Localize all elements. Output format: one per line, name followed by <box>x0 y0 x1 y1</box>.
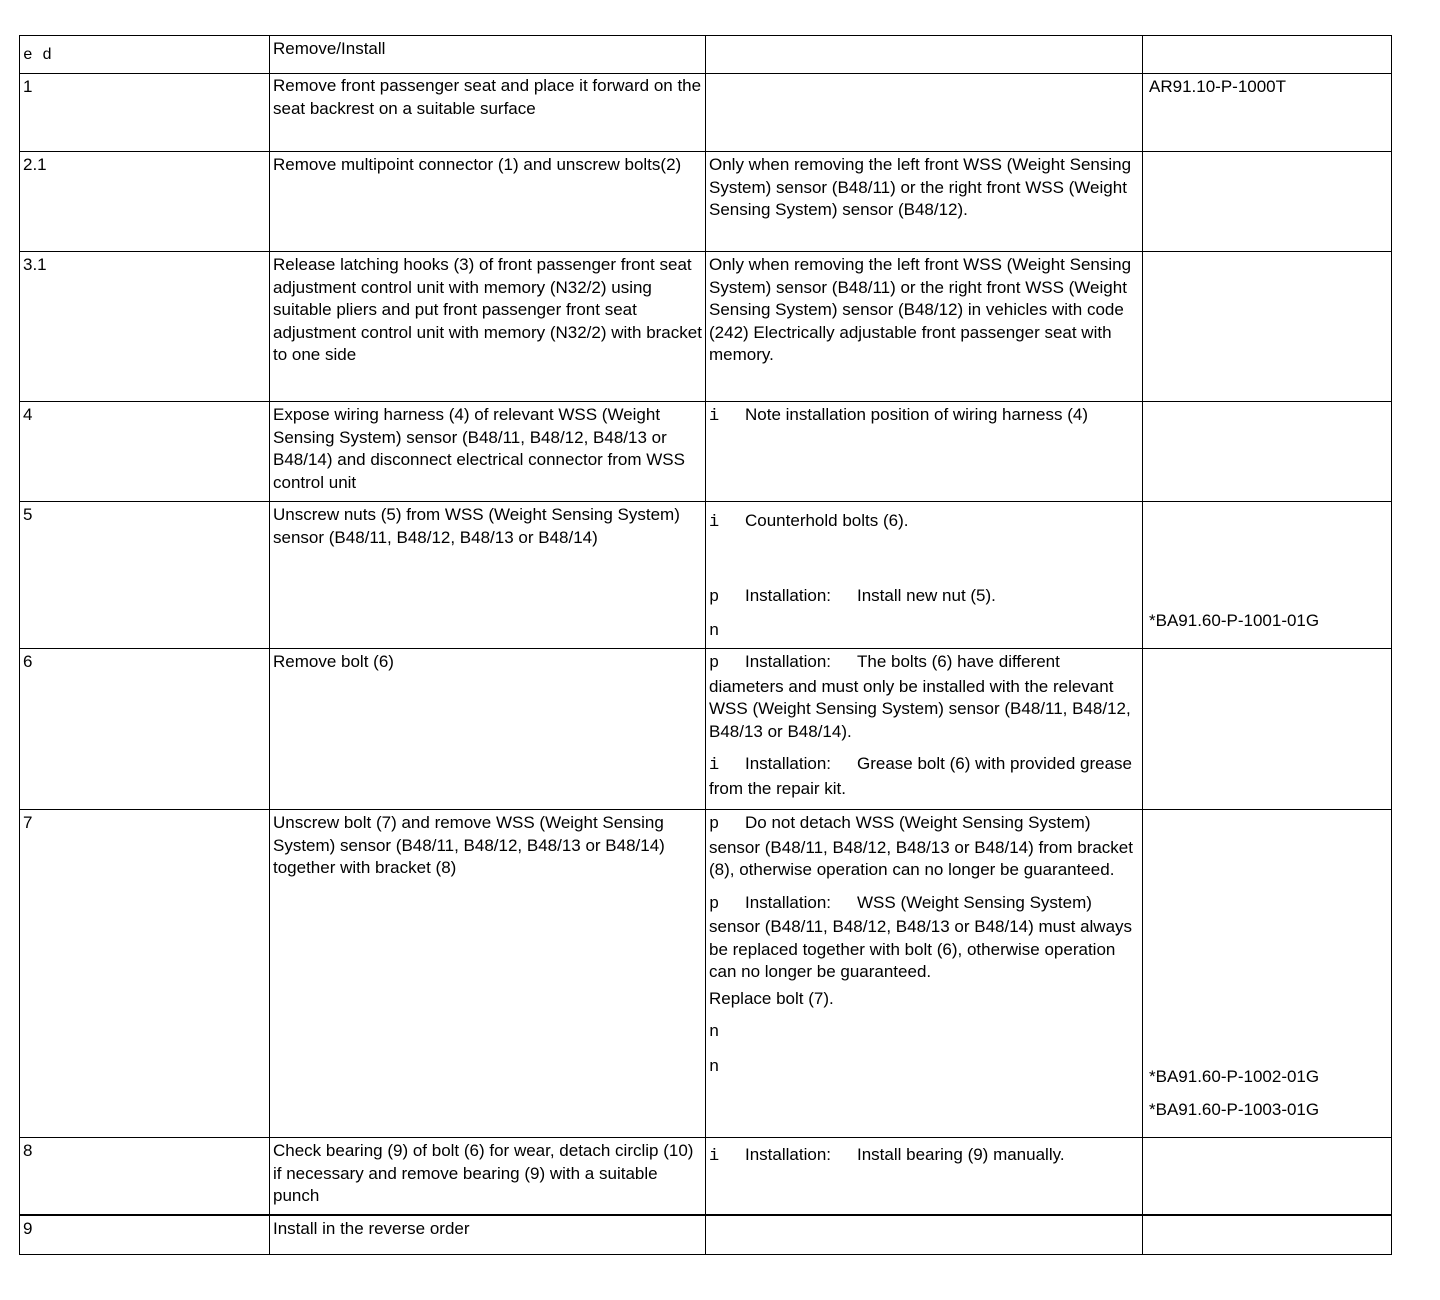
step-reference <box>1142 810 1392 1137</box>
note-line <box>709 1055 1139 1080</box>
info-marker: i <box>709 407 720 426</box>
note-line <box>709 651 1139 743</box>
step-reference <box>1142 1216 1392 1254</box>
reference-code: *BA91.60-P-1002-01G <box>1149 1067 1320 1086</box>
note-label: Installation: <box>745 892 831 912</box>
header-col2: Remove/Install <box>269 36 705 73</box>
step-number: 1 <box>19 74 269 151</box>
step-number: 4 <box>19 402 269 501</box>
table-row <box>19 402 1392 502</box>
step-reference: AR91.10-P-1000T <box>1142 74 1392 151</box>
table-row <box>19 252 1392 402</box>
step-note <box>705 502 1142 648</box>
note-text: The bolts (6) have different diameters and must only be installed with the relevant WSS (Weight Sensing System) sensor (B48/11, B48/12, B48/13 or B48/14). <box>709 652 1131 741</box>
note-line <box>709 510 1139 535</box>
step-number: 3.1 <box>19 252 269 401</box>
step-note: Only when removing the left front WSS (Weight Sensing System) sensor (B48/11) or the right front WSS (Weight Sensing System) sensor (B48/12). <box>705 152 1142 251</box>
note-text: Replace bolt (7). <box>709 988 834 1008</box>
step-action: Expose wiring harness (4) of relevant WSS (Weight Sensing System) sensor (B48/11, B48/12, B48/13 or B48/14) and disconnect electrical connector from WSS control unit <box>269 402 705 501</box>
step-reference <box>1142 649 1392 809</box>
note-text: Grease bolt (6) with provided grease from the repair kit. <box>709 754 1132 798</box>
table-row <box>19 1216 1392 1255</box>
install-marker: p <box>709 815 720 834</box>
note-text: Counterhold bolts (6). <box>745 511 909 530</box>
note-text: Install new nut (5). <box>857 585 996 605</box>
install-marker: p <box>709 654 720 673</box>
torque-marker: n <box>709 1057 720 1077</box>
table-row <box>19 74 1392 152</box>
note-line <box>709 1020 1139 1045</box>
step-action: Remove front passenger seat and place it forward on the seat backrest on a suitable surface <box>269 74 705 151</box>
step-note <box>705 74 1142 151</box>
info-marker: i <box>709 756 720 775</box>
table-row <box>19 1138 1392 1216</box>
step-number: 7 <box>19 810 269 1137</box>
torque-marker: n <box>709 622 720 641</box>
step-reference <box>1142 152 1392 251</box>
note-label: Installation: <box>745 652 831 671</box>
note-line <box>709 753 1139 800</box>
step-action: Release latching hooks (3) of front passenger front seat adjustment control unit with memory (N32/2) using suitable pliers and put front passenger front seat adjustment control unit with memory (N32/2) with bracket to one side <box>269 252 705 401</box>
step-note <box>705 1138 1142 1214</box>
install-marker: p <box>709 587 720 607</box>
note-text: Install bearing (9) manually. <box>857 1145 1065 1164</box>
note-label: Installation: <box>745 754 831 773</box>
step-number: 5 <box>19 502 269 648</box>
info-marker: i <box>709 1147 720 1166</box>
note-line <box>709 619 1139 644</box>
note-line <box>709 585 1139 610</box>
info-marker: i <box>709 513 720 532</box>
header-col4 <box>1142 36 1392 73</box>
table-row <box>19 810 1392 1138</box>
header-col3 <box>705 36 1142 73</box>
step-note <box>705 1216 1142 1254</box>
step-note <box>705 402 1142 501</box>
note-text: Do not detach WSS (Weight Sensing System) sensor (B48/11, B48/12, B48/13 or B48/14) from bracket (8), otherwise operation can no longer be guaranteed. <box>709 813 1133 879</box>
note-text: Note installation position of wiring harness (4) <box>745 405 1089 424</box>
step-action: Unscrew bolt (7) and remove WSS (Weight Sensing System) sensor (B48/11, B48/12, B48/13 or B48/14) together with bracket (8) <box>269 810 705 1137</box>
step-action: Remove multipoint connector (1) and unscrew bolts(2) <box>269 152 705 251</box>
step-action: Remove bolt (6) <box>269 649 705 809</box>
procedure-table <box>19 35 1392 1255</box>
table-row <box>19 502 1392 649</box>
reference-code: *BA91.60-P-1003-01G <box>1149 1099 1320 1119</box>
table-row <box>19 649 1392 810</box>
step-number: 6 <box>19 649 269 809</box>
step-note: Only when removing the left front WSS (Weight Sensing System) sensor (B48/11) or the right front WSS (Weight Sensing System) sensor (B48/12) in vehicles with code (242) Electrically adjustable front passenger seat with memory. <box>705 252 1142 401</box>
note-line <box>709 892 1139 984</box>
step-number: 8 <box>19 1138 269 1214</box>
step-reference <box>1142 252 1392 401</box>
step-number: 9 <box>19 1216 269 1254</box>
note-text: WSS (Weight Sensing System) sensor (B48/11, B48/12, B48/13 or B48/14) must always be replaced together with bolt (6), otherwise operation can no longer be guaranteed. <box>709 892 1133 981</box>
note-line <box>709 812 1139 882</box>
step-action: Unscrew nuts (5) from WSS (Weight Sensing System) sensor (B48/11, B48/12, B48/13 or B48/14) <box>269 502 705 648</box>
step-action: Check bearing (9) of bolt (6) for wear, detach circlip (10) if necessary and remove bearing (9) with a suitable punch <box>269 1138 705 1214</box>
step-reference <box>1142 402 1392 501</box>
note-label: Installation: <box>745 1145 831 1164</box>
step-reference: *BA91.60-P-1001-01G <box>1142 502 1392 648</box>
install-marker: p <box>709 894 720 914</box>
step-note <box>705 810 1142 1137</box>
step-reference <box>1142 1138 1392 1214</box>
table-row <box>19 152 1392 252</box>
step-number: 2.1 <box>19 152 269 251</box>
torque-marker: n <box>709 1023 720 1042</box>
header-col1: e d <box>19 36 269 73</box>
table-header-row <box>19 35 1392 74</box>
note-label: Installation: <box>745 585 831 605</box>
step-action: Install in the reverse order <box>269 1216 705 1254</box>
step-note <box>705 649 1142 809</box>
